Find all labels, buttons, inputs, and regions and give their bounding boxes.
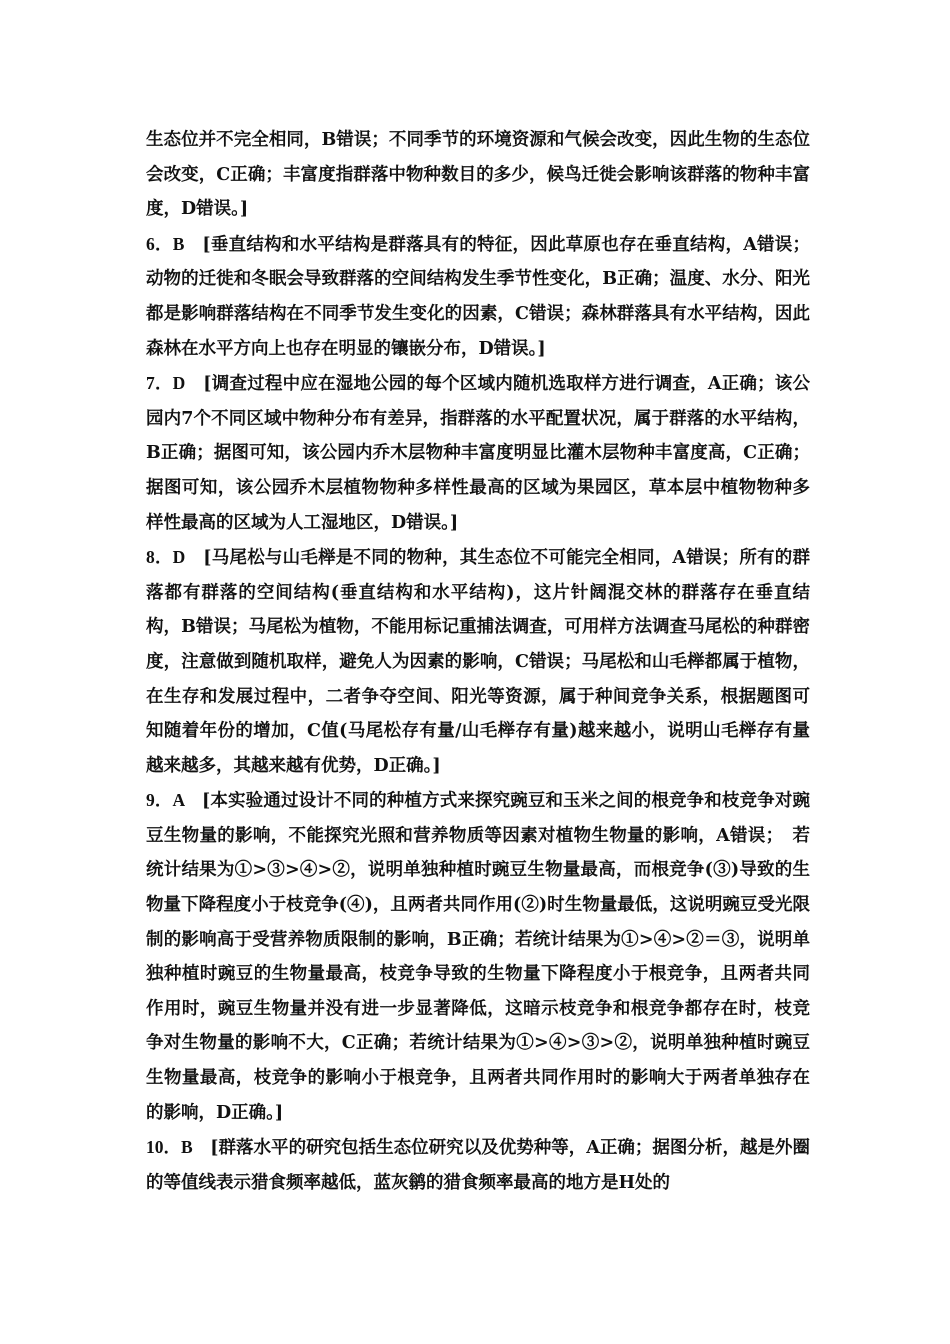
paragraph-text: [群落水平的研究包括生态位研究以及优势种等，A正确；据图分析，越是外圈的等值线表示猎食频率越低，蓝灰鹟的猎食频率最高的地方是H处的 (146, 1138, 810, 1193)
paragraph-answer-6 (146, 227, 810, 366)
paragraph-answer-7 (146, 366, 810, 540)
paragraph-text: [调查过程中应在湿地公园的每个区域内随机选取样方进行调查，A正确；该公园内7个不同区域中物种分布有差异，指群落的水平配置状况，属于群落的水平结构，B正确；据图可知，该公园内乔木层物种丰富度明显比灌木层物种丰富度高，C正确；据图可知，该公园乔木层植物物种多样性最高的区域为果园区，草本层中植物物种多样性最高的区域为人工湿地区，D错误。] (146, 374, 811, 533)
paragraph-text: [垂直结构和水平结构是群落具有的特征，因此草原也存在垂直结构，A错误；动物的迁徙和冬眠会导致群落的空间结构发生季节性变化，B正确；温度、水分、阳光都是影响群落结构在不同季节发生变化的因素，C错误；森林群落具有水平结构，因此森林在水平方向上也存在明显的镶嵌分布，D错误。] (146, 234, 810, 359)
paragraph-text: [本实验通过设计不同的种植方式来探究豌豆和玉米之间的根竞争和枝竞争对豌豆生物量的影响，不能探究光照和营养物质等因素对植物生物量的影响，A错误； 若统计结果为①>③>④>②，说明单独种植时豌豆生物量最高，而根竞争(③)导致的生物量下降程度小于枝竞争(④)，且两者共同作用(②)时生物量最低，这说明豌豆受光限制的影响高于受营养物质限制的影响，B正确；若统计结果为①>④>②＝③，说明单独种植时豌豆的生物量最高，枝竞争导致的生物量下降程度小于根竞争，且两者共同作用时，豌豆生物量并没有进一步显著降低，这暗示枝竞争和根竞争都存在时，枝竞争对生物量的影响不大，C正确；若统计结果为①>④>③>②，说明单独种植时豌豆生物量最高，枝竞争的影响小于根竞争，且两者共同作用时的影响大于两者单独存在的影响，D正确。] (146, 791, 810, 1123)
paragraph-answer-9 (146, 783, 810, 1130)
item-number: 8．D (146, 547, 204, 568)
item-number: 7．D (146, 373, 204, 394)
paragraph-text: [马尾松与山毛榉是不同的物种，其生态位不可能完全相同，A错误；所有的群落都有群落的空间结构(垂直结构和水平结构)，这片针阔混交林的群落存在垂直结构，B错误；马尾松为植物，不能用标记重捕法调查，可用样方法调查马尾松的种群密度，注意做到随机取样，避免人为因素的影响，C错误；马尾松和山毛榉都属于植物，在生存和发展过程中，二者争夺空间、阳光等资源，属于种间竞争关系，根据题图可知随着年份的增加，C值(马尾松存有量/山毛榉存有量)越来越小，说明山毛榉存有量越来越多，其越来越有优势，D正确。] (146, 548, 811, 776)
answer-explanations-page (146, 122, 810, 1200)
paragraph-answer-8 (146, 540, 810, 783)
paragraph-continued (146, 122, 810, 227)
item-number: 10．B (146, 1137, 211, 1158)
item-number: 9．A (146, 790, 202, 811)
paragraph-answer-10 (146, 1130, 810, 1200)
paragraph-text: 生态位并不完全相同，B错误；不同季节的环境资源和气候会改变，因此生物的生态位会改变，C正确；丰富度指群落中物种数目的多少，候鸟迁徙会影响该群落的物种丰富度，D错误。] (146, 130, 810, 220)
item-number: 6．B (146, 233, 203, 254)
